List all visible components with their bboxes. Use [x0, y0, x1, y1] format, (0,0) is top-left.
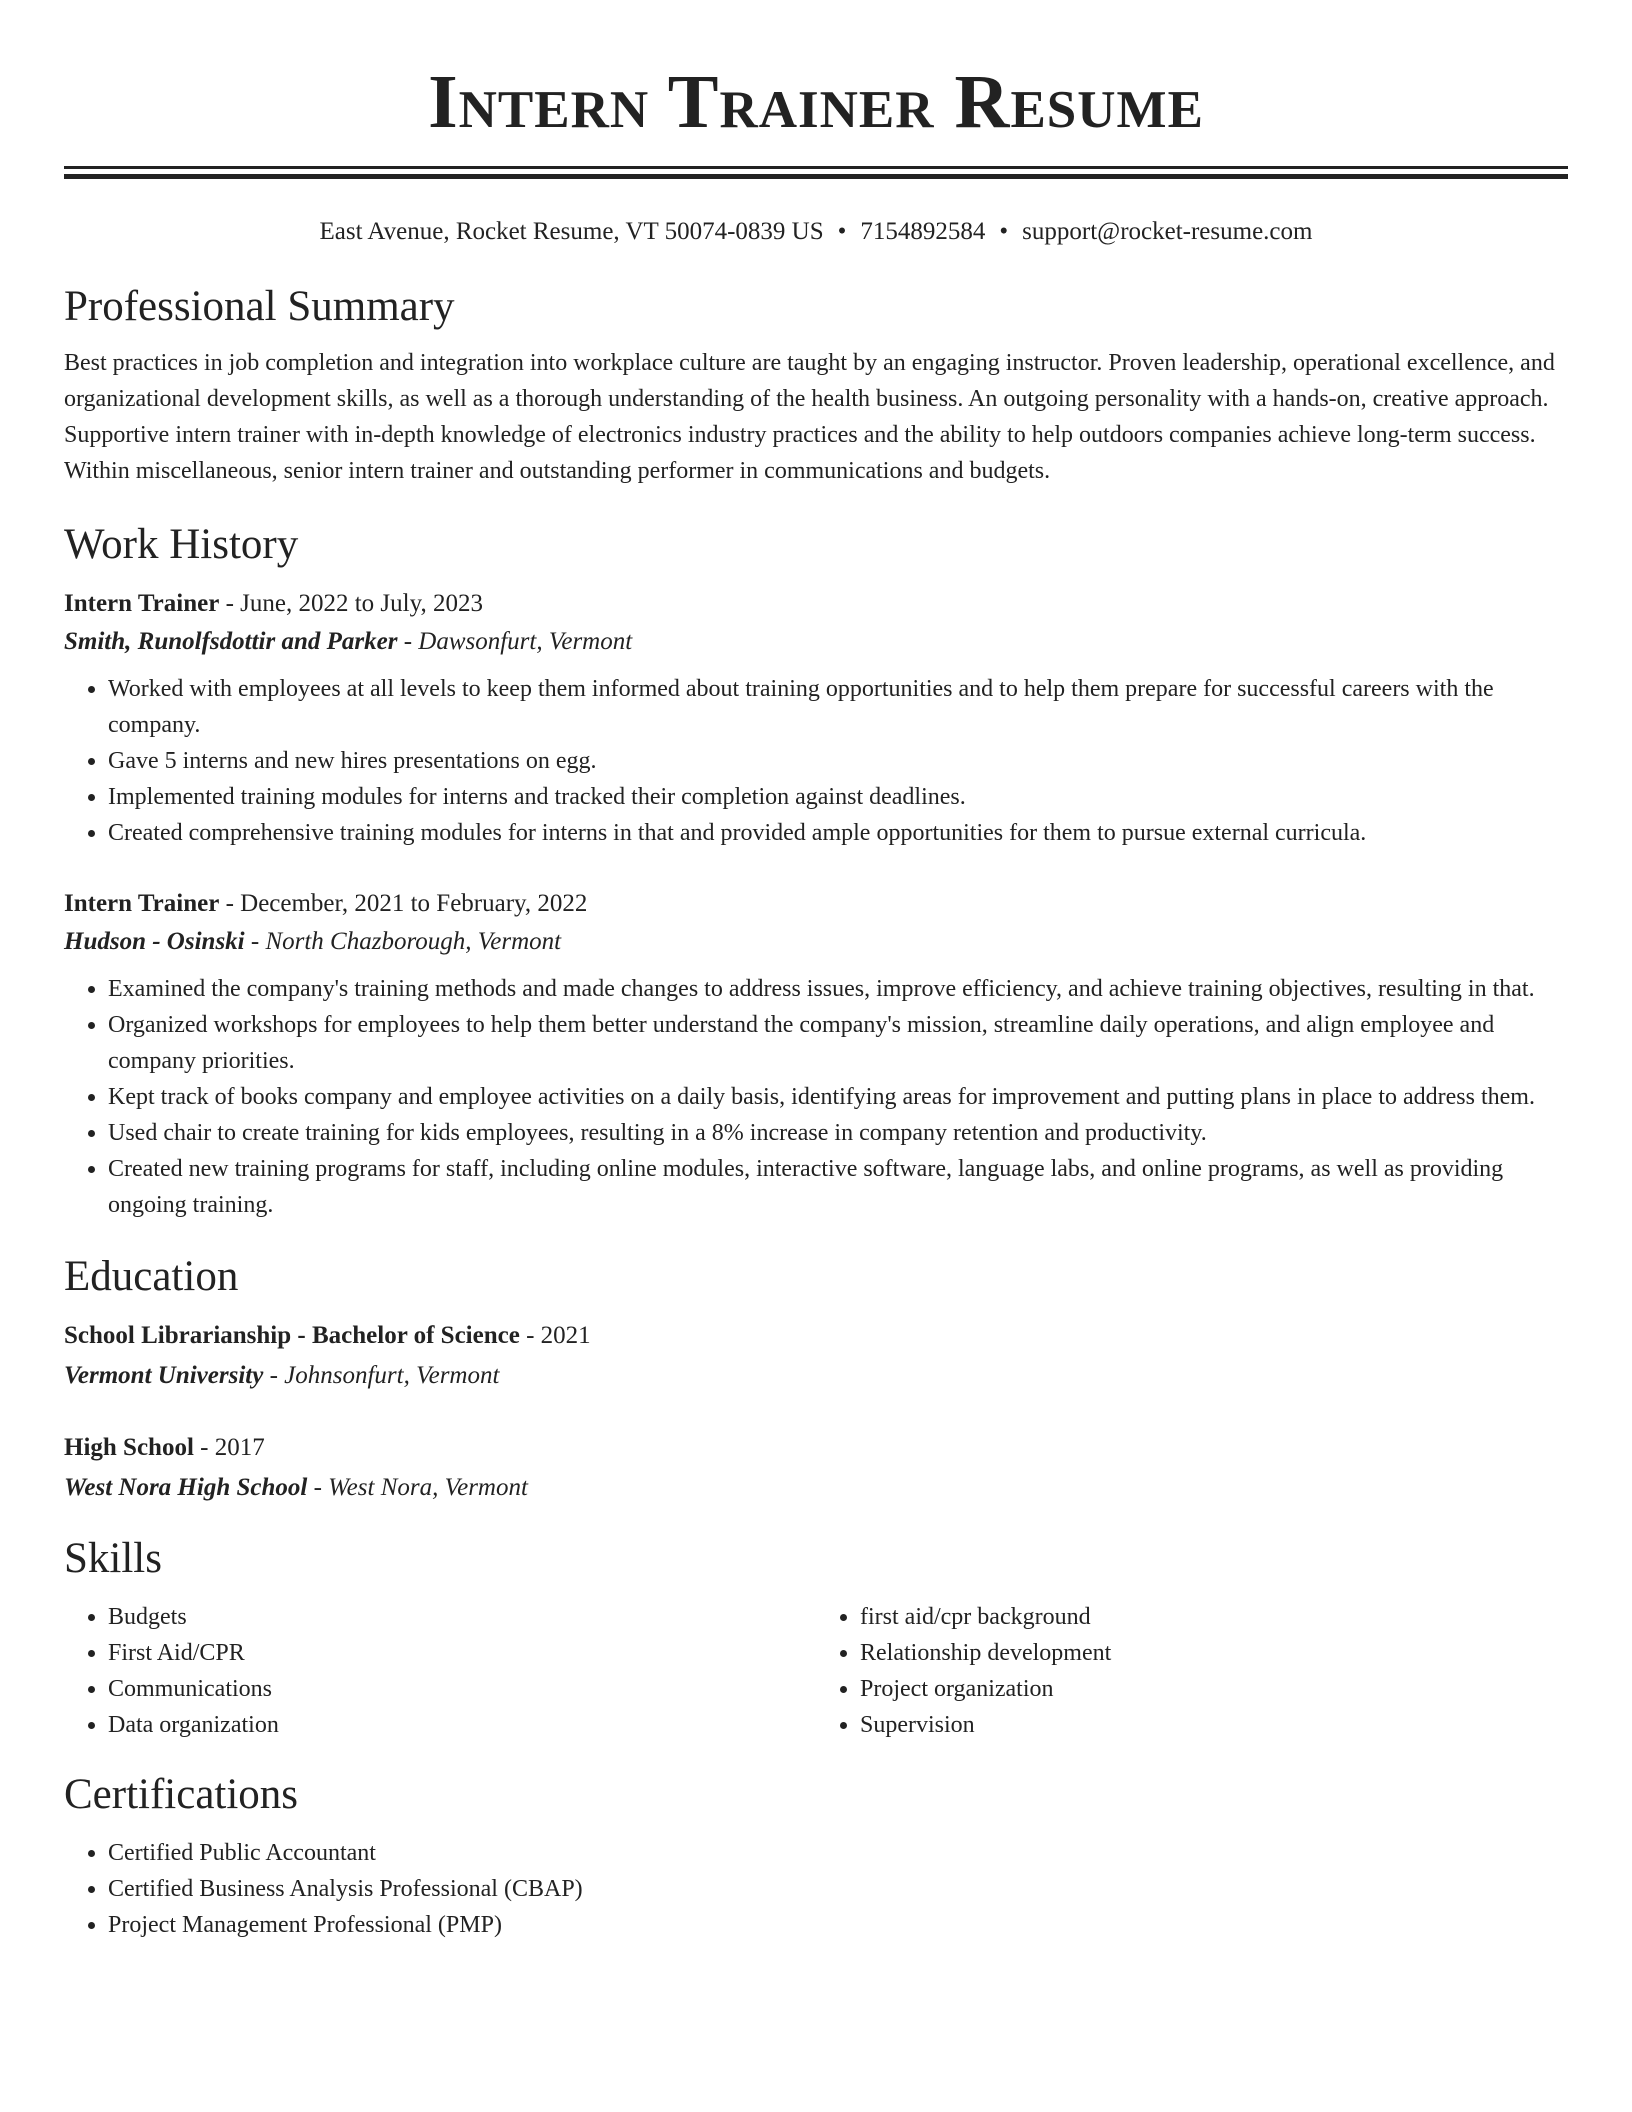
list-item: • Implemented training modules for interns and tracked their completion against deadlines.	[108, 779, 1568, 815]
job-dates: - December, 2021 to February, 2022	[219, 890, 588, 917]
job-entry	[64, 585, 1568, 851]
title-divider-thin	[64, 166, 1568, 169]
contact-email: support@rocket-resume.com	[1022, 218, 1313, 245]
list-item: • Project organization	[860, 1671, 1568, 1707]
contact-phone: 7154892584	[860, 218, 986, 245]
list-item: • Certified Business Analysis Professional (CBAP)	[108, 1871, 1568, 1907]
list-item: • first aid/cpr background	[860, 1599, 1568, 1635]
certifications-heading: Certifications	[64, 1771, 299, 1818]
contact-address: East Avenue, Rocket Resume, VT 50074-0839 US	[319, 218, 824, 245]
job-company-line	[64, 623, 1568, 661]
list-item: • Gave 5 interns and new hires presentations on egg.	[108, 743, 1568, 779]
job-dates: - June, 2022 to July, 2023	[219, 590, 483, 617]
job-location: - North Chazborough, Vermont	[244, 928, 562, 955]
certifications-section	[64, 1769, 1568, 1943]
list-item: • Created new training programs for staff, including online modules, interactive software, language labs, and online programs, as well as providing ongoing training.	[108, 1151, 1568, 1223]
contact-separator: •	[837, 218, 847, 245]
job-title-line	[64, 585, 1568, 623]
job-bullets	[64, 671, 1568, 851]
list-item: • Communications	[108, 1671, 816, 1707]
degree-year: - 2017	[193, 1434, 265, 1461]
resume-title: Intern Trainer Resume	[428, 60, 1204, 144]
list-item: • Relationship development	[860, 1635, 1568, 1671]
list-item: • Certified Public Accountant	[108, 1835, 1568, 1871]
job-location: - Dawsonfurt, Vermont	[397, 628, 633, 655]
work-history-section	[64, 519, 1568, 1223]
list-item: • Kept track of books company and employee activities on a daily basis, identifying areas for improvement and putting plans in place to address them.	[108, 1079, 1568, 1115]
list-item: • Budgets	[108, 1599, 816, 1635]
title-divider-thick	[64, 174, 1568, 179]
skills-columns	[64, 1599, 1568, 1743]
skills-heading: Skills	[64, 1535, 162, 1582]
list-item: • First Aid/CPR	[108, 1635, 816, 1671]
degree: High School	[64, 1434, 194, 1461]
job-entry	[64, 885, 1568, 1223]
school-name: Vermont University	[64, 1362, 264, 1389]
school-location: - West Nora, Vermont	[307, 1474, 528, 1501]
skills-list-left	[64, 1599, 816, 1743]
education-heading: Education	[64, 1253, 239, 1300]
job-title: Intern Trainer	[64, 590, 220, 617]
list-item: • Worked with employees at all levels to keep them informed about training opportunities and to help them prepare for successful careers with the company.	[108, 671, 1568, 743]
work-history-heading: Work History	[64, 521, 299, 568]
school-name: West Nora High School	[64, 1474, 308, 1501]
list-item: • Examined the company's training methods and made changes to address issues, improve efficiency, and achieve training objectives, resulting in that.	[108, 971, 1568, 1007]
summary-section	[64, 281, 1568, 489]
degree-line	[64, 1317, 1568, 1355]
job-company-line	[64, 923, 1568, 961]
degree-line	[64, 1429, 1568, 1467]
degree-year: - 2021	[519, 1322, 591, 1349]
education-section	[64, 1251, 1568, 1507]
job-company: Smith, Runolfsdottir and Parker	[64, 628, 398, 655]
school-line	[64, 1469, 1568, 1507]
degree: School Librarianship - Bachelor of Science	[64, 1322, 520, 1349]
list-item: • Supervision	[860, 1707, 1568, 1743]
list-item: • Created comprehensive training modules for interns in that and provided ample opportunities for them to pursue external curricula.	[108, 815, 1568, 851]
summary-heading: Professional Summary	[64, 283, 455, 330]
contact-line	[64, 215, 1568, 249]
skills-list-right	[816, 1599, 1568, 1743]
list-item: • Project Management Professional (PMP)	[108, 1907, 1568, 1943]
job-title: Intern Trainer	[64, 890, 220, 917]
list-item: • Used chair to create training for kids employees, resulting in a 8% increase in company retention and productivity.	[108, 1115, 1568, 1151]
list-item: • Data organization	[108, 1707, 816, 1743]
job-title-line	[64, 885, 1568, 923]
summary-text: Best practices in job completion and integration into workplace culture are taught by an engaging instructor. Proven leadership, operational excellence, and organizational development skills, as well as a thorough understanding of the health business. An outgoing personality with a hands-on, creative approach. Supportive intern trainer with in-depth knowledge of electronics industry practices and the ability to help outdoors companies achieve long-term success. Within miscellaneous, senior intern trainer and outstanding performer in communications and budgets.	[64, 350, 1555, 484]
education-entry	[64, 1317, 1568, 1395]
school-location: - Johnsonfurt, Vermont	[263, 1362, 500, 1389]
job-bullets	[64, 971, 1568, 1223]
school-line	[64, 1357, 1568, 1395]
list-item: • Organized workshops for employees to help them better understand the company's mission, streamline daily operations, and align employee and company priorities.	[108, 1007, 1568, 1079]
certifications-list	[64, 1835, 1568, 1943]
skills-section	[64, 1533, 1568, 1743]
education-entry	[64, 1429, 1568, 1507]
contact-separator: •	[999, 218, 1009, 245]
job-company: Hudson - Osinski	[64, 928, 245, 955]
